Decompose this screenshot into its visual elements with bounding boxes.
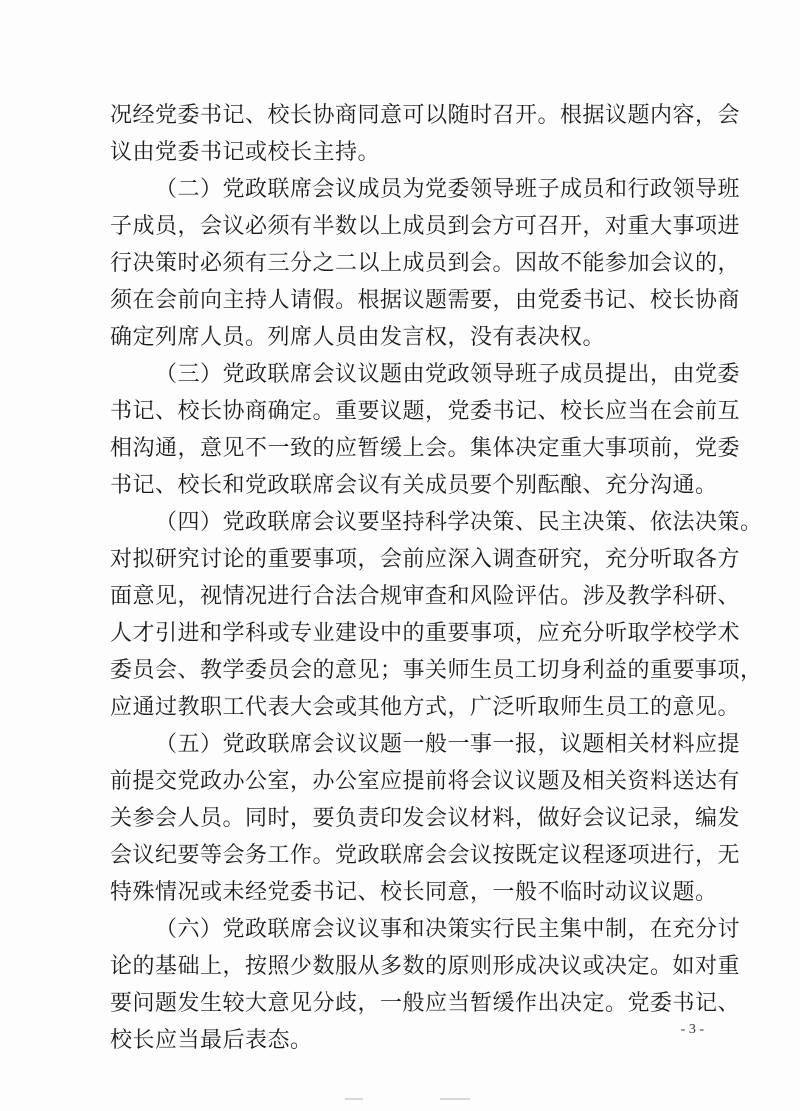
text-line: （四）党政联席会议要坚持科学决策、民主决策、依法决策。 [155, 510, 763, 535]
text-line: 会议纪要等会务工作。党政联席会会议按既定议程逐项进行，无 [110, 843, 741, 868]
text-line: 对拟研究讨论的重要事项，会前应深入调查研究，充分听取各方 [110, 547, 741, 572]
scan-artifact [345, 1098, 363, 1100]
text-line: （二）党政联席会议成员为党委领导班子成员和行政领导班 [155, 177, 741, 202]
text-line: 特殊情况或未经党委书记、校长同意，一般不临时动议议题。 [110, 880, 718, 905]
text-line: 书记、校长和党政联席会议有关成员要个别酝酿、充分沟通。 [110, 473, 718, 498]
text-line: 论的基础上，按照少数服从多数的原则形成决议或决定。如对重 [110, 954, 741, 979]
text-line: 要问题发生较大意见分歧，一般应当暂缓作出决定。党委书记、 [110, 991, 741, 1016]
text-line: 人才引进和学科或专业建设中的重要事项，应充分听取学校学术 [110, 621, 741, 646]
text-line: 关参会人员。同时，要负责印发会议材料，做好会议记录，编发 [110, 806, 741, 831]
text-line: （五）党政联席会议议题一般一事一报，议题相关材料应提 [155, 732, 741, 757]
text-line: （六）党政联席会议议事和决策实行民主集中制，在充分讨 [155, 917, 741, 942]
text-line: 行决策时必须有三分之二以上成员到会。因故不能参加会议的， [110, 251, 741, 276]
scan-artifact [440, 1098, 470, 1100]
text-line: 委员会、教学委员会的意见；事关师生员工切身利益的重要事项， [110, 658, 763, 683]
text-line: （三）党政联席会议议题由党政领导班子成员提出，由党委 [155, 362, 741, 387]
text-line: 校长应当最后表态。 [110, 1028, 313, 1053]
text-line: 面意见，视情况进行合法合规审查和风险评估。涉及教学科研、 [110, 584, 741, 609]
page-number: - 3 - [680, 1022, 704, 1037]
text-line: 须在会前向主持人请假。根据议题需要，由党委书记、校长协商 [110, 288, 741, 313]
text-line: 前提交党政办公室，办公室应提前将会议议题及相关资料送达有 [110, 769, 741, 794]
text-line: 议由党委书记或校长主持。 [110, 140, 381, 165]
text-line: 子成员，会议必须有半数以上成员到会方可召开，对重大事项进 [110, 214, 741, 239]
text-line: 相沟通，意见不一致的应暂缓上会。集体决定重大事项前，党委 [110, 436, 741, 461]
text-line: 书记、校长协商确定。重要议题，党委书记、校长应当在会前互 [110, 399, 741, 424]
text-line: 况经党委书记、校长协商同意可以随时召开。根据议题内容，会 [110, 103, 741, 128]
text-line: 确定列席人员。列席人员由发言权，没有表决权。 [110, 325, 606, 350]
text-line: 应通过教职工代表大会或其他方式，广泛听取师生员工的意见。 [110, 695, 741, 720]
